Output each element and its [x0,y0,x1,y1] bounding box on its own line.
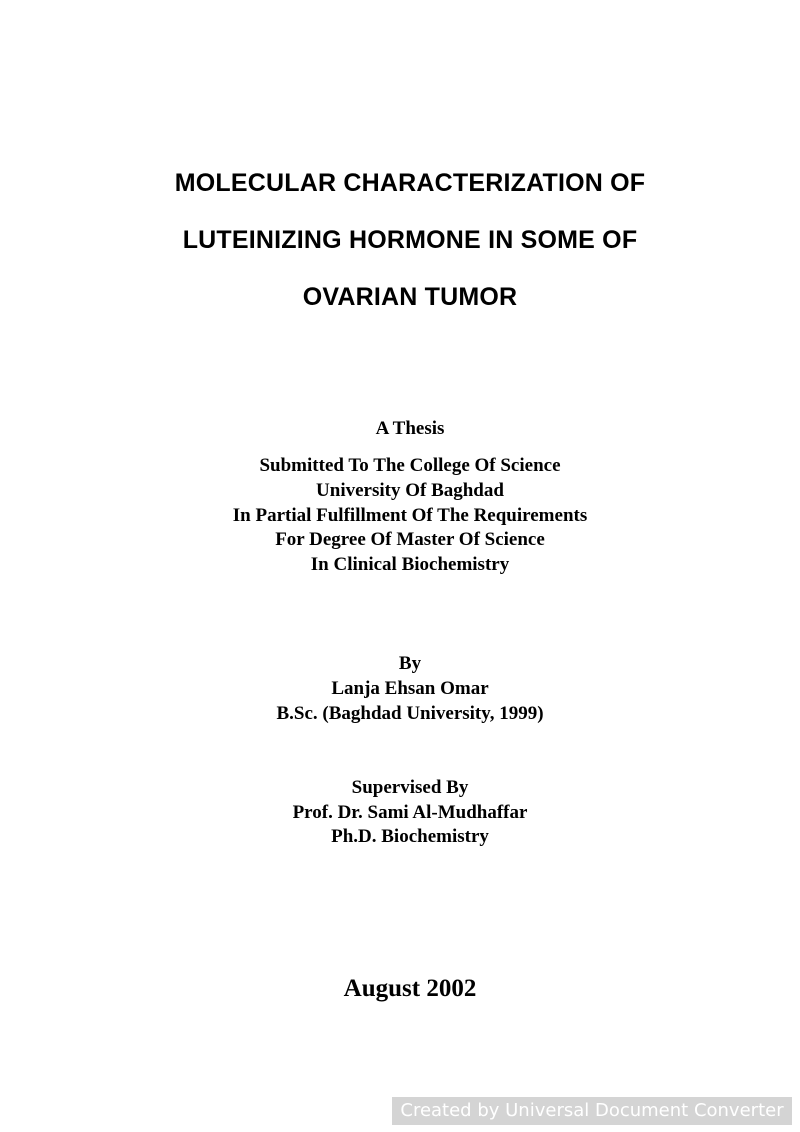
submission-line-field: In Clinical Biochemistry [310,554,510,575]
thesis-date: August 2002 [343,975,477,1002]
submission-line-university: University Of Baghdad [316,480,504,501]
thesis-title-line-2: LUTEINIZING HORMONE IN SOME OF [182,226,638,254]
converter-watermark: Created by Universal Document Converter [392,1097,792,1125]
supervisor-degree: Ph.D. Biochemistry [331,826,489,847]
thesis-title-line-3: OVARIAN TUMOR [302,283,518,311]
document-type: A Thesis [375,418,445,439]
submission-line-requirements: In Partial Fulfillment Of The Requirements [232,505,588,526]
supervisor-name: Prof. Dr. Sami Al-Mudhaffar [292,802,528,823]
author-by-label: By [398,653,422,674]
submission-line-degree: For Degree Of Master Of Science [275,529,545,550]
submission-line-college: Submitted To The College Of Science [259,455,561,476]
author-degree: B.Sc. (Baghdad University, 1999) [276,703,544,724]
supervisor-label: Supervised By [351,777,469,798]
thesis-title-line-1: MOLECULAR CHARACTERIZATION OF [174,169,646,197]
author-name: Lanja Ehsan Omar [331,678,489,699]
